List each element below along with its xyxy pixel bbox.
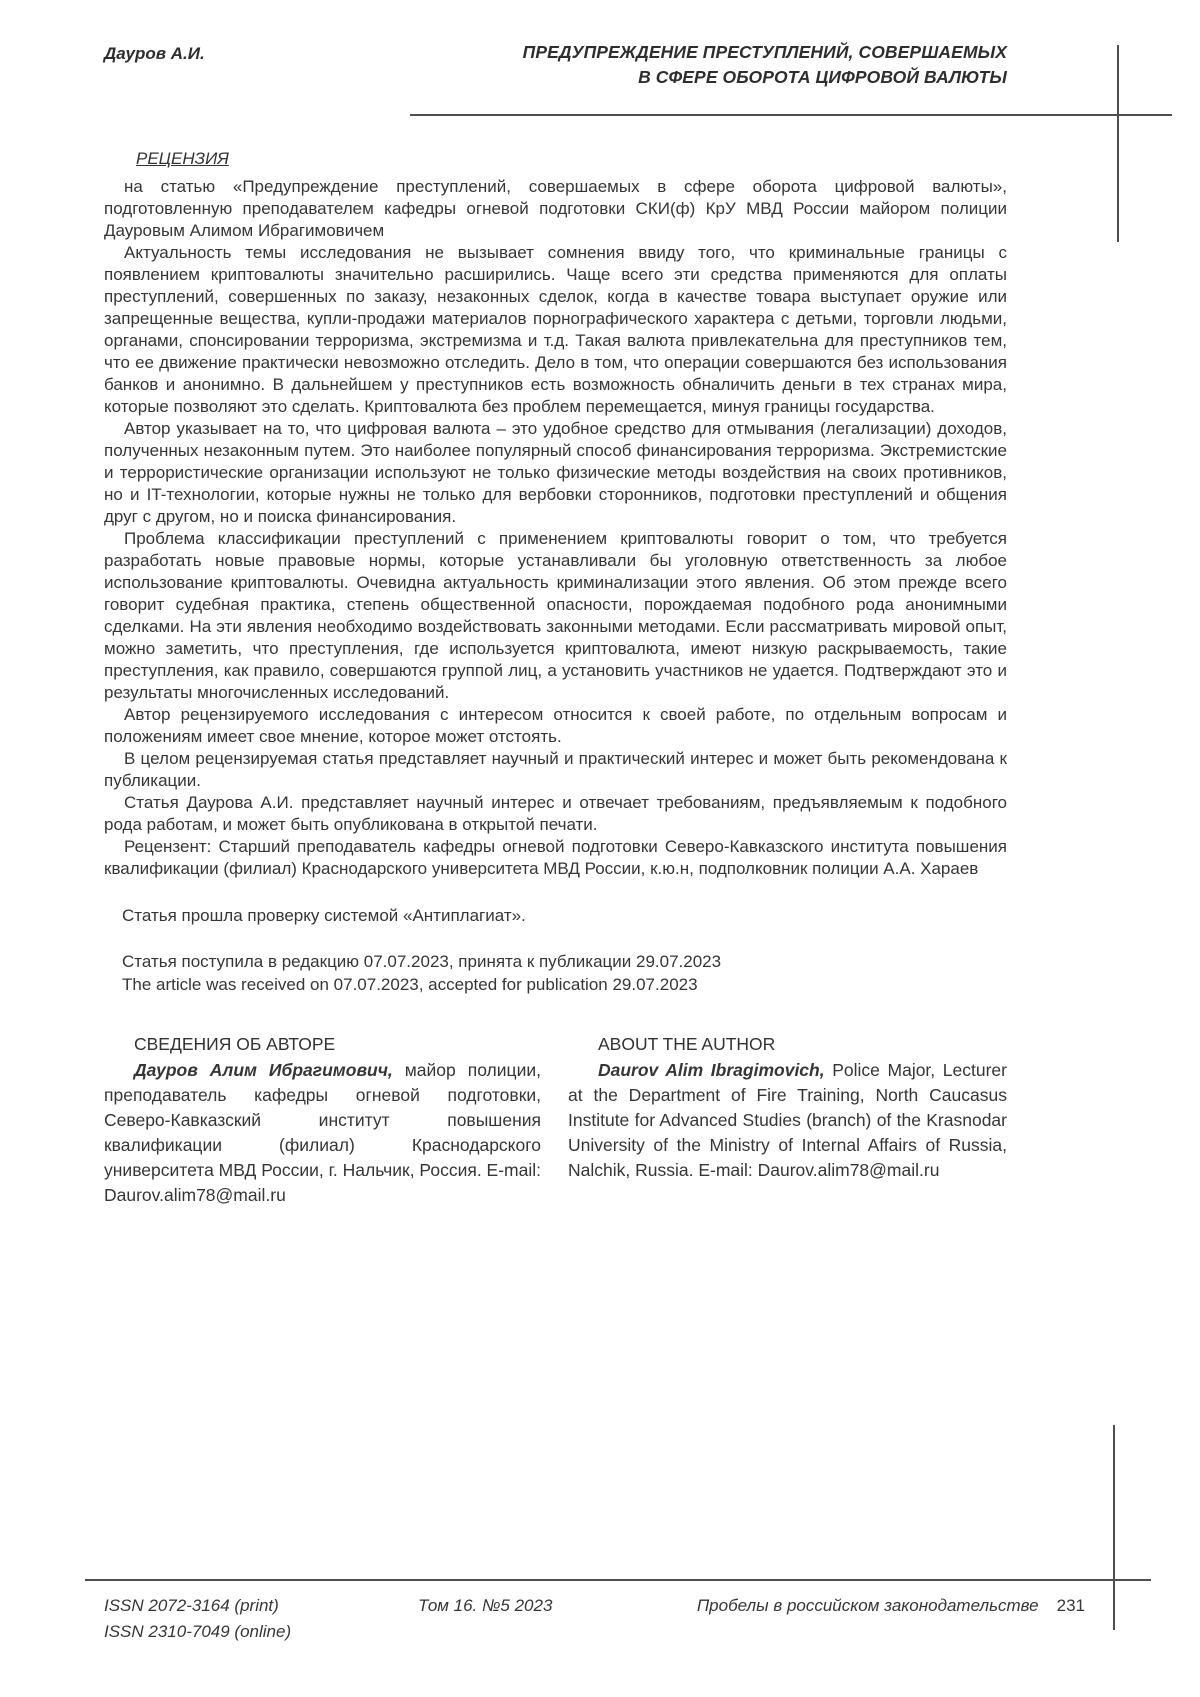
author-name-ru: Дауров Алим Ибрагимович, [134, 1060, 393, 1080]
author-info-ru [104, 1032, 541, 1208]
review-paragraph: Автор рецензируемого исследования с интересом относится к своей работе, по отдельным вопросам и положениям имеет свое мнение, которое может отстоять. [104, 705, 1007, 746]
review-heading: РЕЦЕНЗИЯ [136, 149, 229, 168]
review-paragraph: В целом рецензируемая статья представляет научный и практический интерес и может быть рекомендована к публикации. [104, 749, 1007, 790]
footer-rule [85, 1579, 1151, 1581]
author-info-ru-heading: СВЕДЕНИЯ ОБ АВТОРЕ [134, 1034, 336, 1054]
running-head-title-line2: В СФЕРЕ ОБОРОТА ЦИФРОВОЙ ВАЛЮТЫ [638, 67, 1007, 87]
author-name-en: Daurov Alim Ibragimovich, [598, 1060, 825, 1080]
running-head-author: Дауров А.И. [104, 44, 205, 63]
footer-issn [104, 1593, 291, 1645]
review-paragraph: Актуальность темы исследования не вызывает сомнения ввиду того, что криминальные границы с появлением криптовалюты значительно расширились. Чаще всего эти средства применяются для оплаты преступлений, совершенных по заказу, незаконных сделок, когда в качестве товара выступает оружие или запрещенные вещества, купли-продажи материалов порнографического характера с детьми, торговли людьми, органами, спонсировании терроризма, экстремизма и т.д. Такая валюта привлекательна для преступников тем, что ее движение практически невозможно отследить. Дело в том, что операции совершаются без использования банков и анонимно. В дальнейшем у преступников есть возможность обналичить деньги в тех странах мира, которые позволяют это сделать. Криптовалюта без проблем перемещается, минуя границы государства. [104, 243, 1007, 416]
author-info-ru-text [104, 1058, 541, 1208]
review-paragraph: Рецензент: Старший преподаватель кафедры огневой подготовки Северо-Кавказского института повышения квалификации (филиал) Краснодарского университета МВД России, к.ю.н, подполковник полиции А.А. Хараев [104, 837, 1007, 878]
footer-journal-title: Пробелы в российском законодательстве [696, 1596, 1039, 1615]
author-info-en [568, 1032, 1007, 1183]
review-body [104, 148, 1007, 880]
footer-journal-block [697, 1596, 1085, 1616]
review-paragraph: Автор указывает на то, что цифровая валюта – это удобное средство для отмывания (легализации) доходов, полученных незаконным путем. Это наиболее популярный способ финансирования терроризма. Экстремистские и террористические организации используют не только физические методы воздействия на своих противников, но и IT-технологии, которые нужны не только для вербовки сторонников, подготовки преступлений и общения друг с другом, но и поиска финансирования. [104, 419, 1007, 526]
review-paragraph: на статью «Предупреждение преступлений, совершаемых в сфере оборота цифровой валюты», подготовленную преподавателем кафедры огневой подготовки СКИ(ф) КрУ МВД России майором полиции Дауровым Алимом Ибрагимовичем [104, 177, 1007, 240]
footer-volume: Том 16. №5 2023 [418, 1596, 553, 1615]
author-bio-en: Police Major, Lecturer at the Department of Fire Training, North Caucasus Institute for Advanced Studies (branch) of the Krasnodar University of the Ministry of Internal Affairs of Russia, Nalchik, Russia. E-mail: Daurov.alim78@mail.ru [568, 1060, 1007, 1180]
review-paragraph: Статья Даурова А.И. представляет научный интерес и отвечает требованиям, предъявляемым к подобного рода работам, и может быть опубликована в открытой печати. [104, 793, 1007, 834]
crop-mark-top-right [1117, 45, 1119, 242]
author-bio-ru: майор полиции, преподаватель кафедры огневой подготовки, Северо-Кавказский институт повышения квалификации (филиал) Краснодарского университета МВД России, г. Нальчик, Россия. E-mail: Daurov.alim78@mail.ru [104, 1060, 541, 1205]
received-date-ru: Статья поступила в редакцию 07.07.2023, принята к публикации 29.07.2023 [122, 952, 722, 971]
footer-page-number: 231 [1056, 1596, 1085, 1615]
review-paragraph: Проблема классификации преступлений с применением криптовалюты говорит о том, что требуется разработать новые правовые нормы, которые устанавливали бы уголовную ответственность за любое использование криптовалюты. Очевидна актуальность криминализации этого явления. Об этом прежде всего говорит судебная практика, степень общественной опасности, порождаемая подобного рода анонимными сделками. На эти явления необходимо воздействовать законными методами. Если рассматривать мировой опыт, можно заметить, что преступления, где используется криптовалюта, имеют низкую раскрываемость, такие преступления, как правило, совершаются группой лиц, а установить участников не удается. Подтверждают это и результаты многочисленных исследований. [104, 529, 1007, 702]
issn-online: ISSN 2310-7049 (online) [104, 1622, 292, 1641]
header-rule [410, 114, 1172, 116]
crop-mark-bottom-right [1113, 1425, 1115, 1630]
running-head-title [523, 40, 1007, 90]
author-info-en-text [568, 1058, 1007, 1183]
issn-print: ISSN 2072-3164 (print) [104, 1596, 279, 1615]
article-dates [122, 950, 721, 996]
running-head-title-line1: ПРЕДУПРЕЖДЕНИЕ ПРЕСТУПЛЕНИЙ, СОВЕРШАЕМЫХ [522, 42, 1007, 62]
received-date-en: The article was received on 07.07.2023, accepted for publication 29.07.2023 [122, 975, 698, 994]
author-info-en-heading: ABOUT THE AUTHOR [598, 1034, 776, 1054]
antiplagiat-note: Статья прошла проверку системой «Антиплагиат». [122, 906, 526, 925]
